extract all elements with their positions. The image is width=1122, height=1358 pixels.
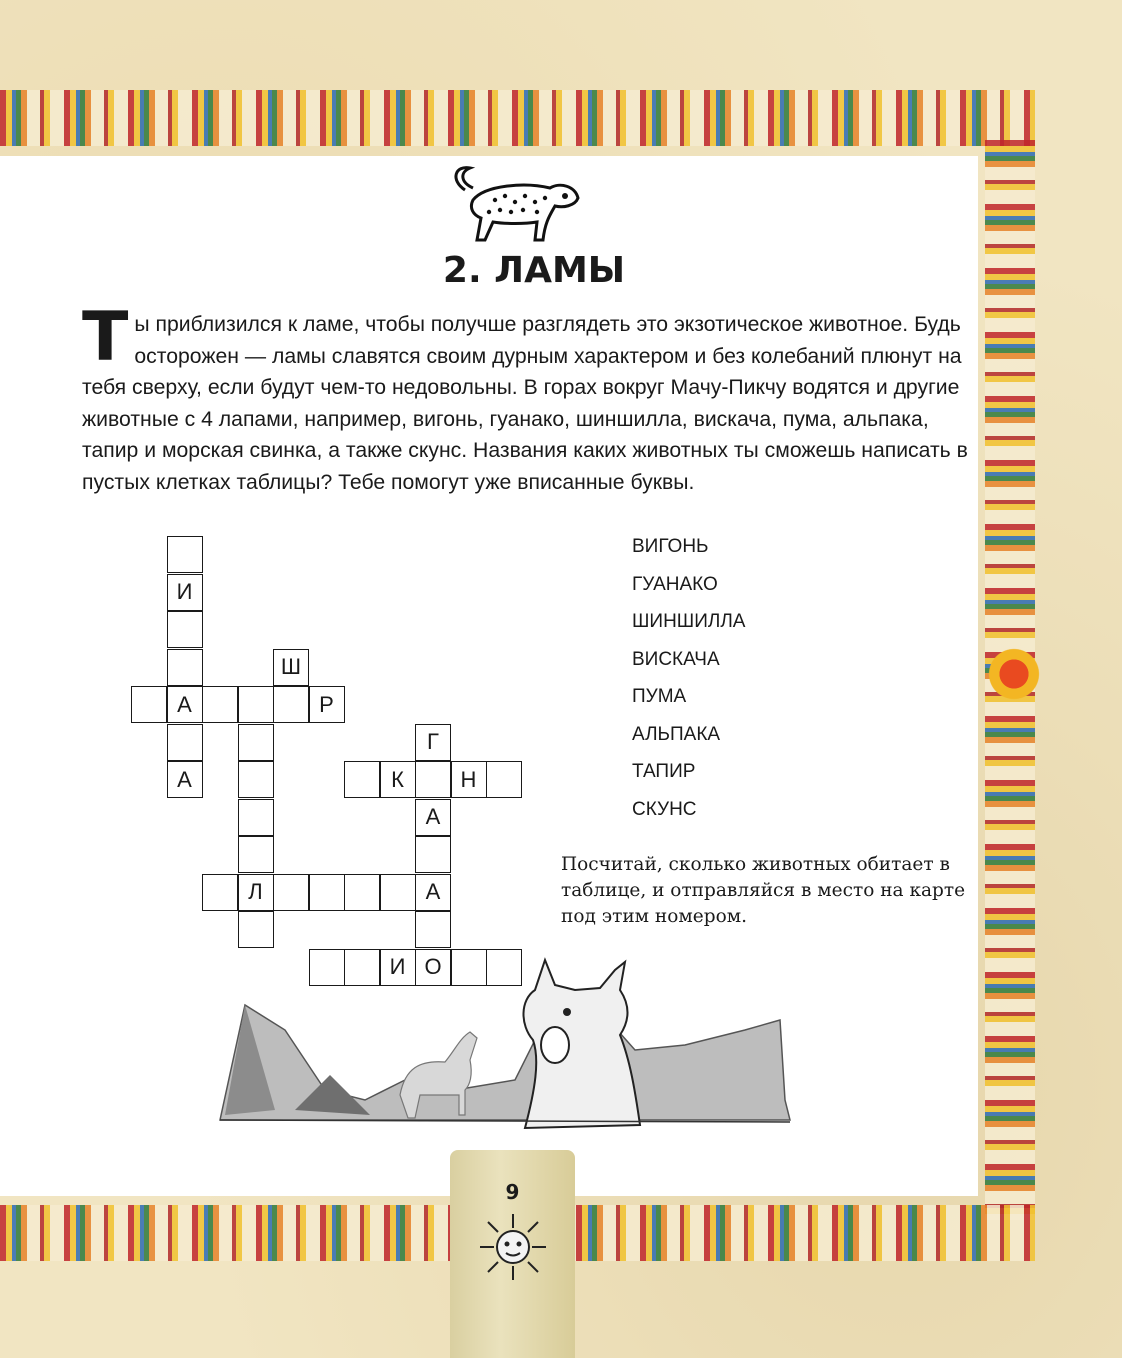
word-list-item: СКУНС [632, 798, 697, 820]
crossword-cell: Н [451, 761, 487, 798]
page-number: 9 [505, 1180, 520, 1204]
top-ornament-border [0, 90, 1035, 146]
word-list-item: ШИНШИЛЛА [632, 611, 746, 632]
animal-word-list [632, 528, 745, 828]
llama-eye [563, 1008, 571, 1016]
word-list-item: ТАПИР [632, 761, 696, 782]
jaguar-illustration-icon [445, 160, 585, 248]
drop-cap: Т [82, 298, 129, 377]
crossword-cell: А [167, 761, 203, 798]
word-list-item: ВИСКАЧА [632, 648, 720, 670]
crossword-cell: Р [309, 686, 345, 723]
intro-text: ы приблизился к ламе, чтобы получше разглядеть это экзотическое животное. Будь осторожен — ламы славятся своим дурным характером и без колебаний плюнут на тебя сверху, если будут чем-то недовольны. В горах вокруг Мачу-Пикчу водятся и другие животные с 4 лапами, например, вигонь, гуанако, шиншилла, вискача, пума, альпака, тапир и морская свинка, а также скунс. Названия каких животных ты сможешь написать в пустых клетках таблицы? Тебе помогут уже вписанные буквы. [82, 313, 968, 494]
hint-text: Посчитай, сколько животных обитает в таблице, и отправляйся в место на карте под этим номером. [561, 854, 966, 927]
crossword-cell: И [380, 949, 416, 986]
crossword-cell: А [415, 874, 451, 911]
mountain-llama-illustration [215, 950, 795, 1160]
sun-face-icon [478, 1212, 548, 1282]
word-list-item: ГУАНАКО [632, 573, 718, 595]
intro-paragraph [82, 298, 982, 498]
word-list-item: ВИГОНЬ [632, 536, 709, 557]
crossword-cell: А [167, 686, 203, 723]
word-list-item: ПУМА [632, 686, 687, 707]
crossword-cell: Ш [273, 649, 309, 686]
crossword-cell: А [415, 799, 451, 836]
crossword-cell: К [380, 761, 416, 798]
llama-muzzle [541, 1027, 569, 1063]
page-title: 2. ЛАМЫ [442, 250, 626, 291]
word-list-item: АЛЬПАКА [632, 723, 721, 745]
page-number-tab [450, 1150, 575, 1358]
sun-medallion-icon [985, 645, 1043, 703]
crossword-cell: Г [415, 724, 451, 761]
crossword-cell: Л [238, 874, 274, 911]
crossword-cell: И [167, 574, 203, 611]
crossword-cell: О [415, 949, 451, 986]
